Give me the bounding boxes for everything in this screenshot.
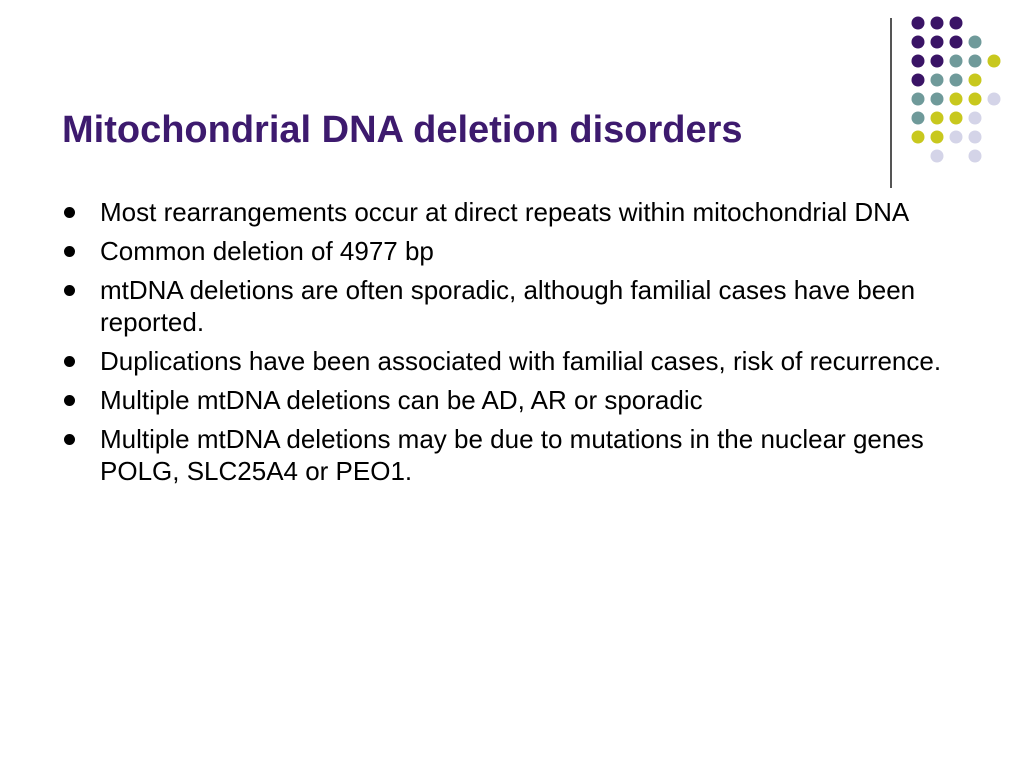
decorative-dot bbox=[912, 55, 925, 68]
decorative-dot bbox=[950, 112, 963, 125]
bullet-text: Duplications have been associated with familial cases, risk of recurrence. bbox=[100, 346, 942, 376]
decorative-dot bbox=[912, 131, 925, 144]
decorative-dot bbox=[912, 112, 925, 125]
bullet-item bbox=[64, 235, 984, 267]
bullet-item bbox=[64, 196, 984, 228]
decorative-dot bbox=[912, 17, 925, 30]
bullet-text: Most rearrangements occur at direct repeats within mitochondrial DNA bbox=[100, 197, 910, 227]
title-divider-line bbox=[890, 18, 892, 188]
decorative-dot bbox=[969, 36, 982, 49]
bullet-item bbox=[64, 274, 984, 338]
bullet-dot-icon bbox=[64, 356, 75, 367]
decorative-dot bbox=[912, 93, 925, 106]
bullet-text: Multiple mtDNA deletions can be AD, AR or sporadic bbox=[100, 385, 703, 415]
bullet-text: Common deletion of 4977 bp bbox=[100, 236, 434, 266]
bullet-dot-icon bbox=[64, 285, 75, 296]
decorative-dot bbox=[988, 93, 1001, 106]
decorative-dot bbox=[950, 17, 963, 30]
decorative-dot bbox=[969, 93, 982, 106]
decorative-dot bbox=[969, 74, 982, 87]
decorative-dot bbox=[931, 55, 944, 68]
bullet-text: mtDNA deletions are often sporadic, although familial cases have been reported. bbox=[100, 275, 916, 337]
decorative-dot bbox=[950, 36, 963, 49]
bullet-item bbox=[64, 345, 984, 377]
decorative-dot bbox=[969, 131, 982, 144]
decorative-dot bbox=[931, 17, 944, 30]
decorative-dot bbox=[931, 112, 944, 125]
decorative-dot-grid bbox=[0, 0, 1024, 200]
decorative-dot bbox=[969, 112, 982, 125]
bullet-dot-icon bbox=[64, 246, 75, 257]
bullet-item bbox=[64, 423, 984, 487]
bullet-dot-icon bbox=[64, 434, 75, 445]
decorative-dot bbox=[912, 36, 925, 49]
decorative-dot bbox=[931, 131, 944, 144]
bullet-dot-icon bbox=[64, 207, 75, 218]
bullet-item bbox=[64, 384, 984, 416]
decorative-dot bbox=[950, 131, 963, 144]
bullet-text: Multiple mtDNA deletions may be due to mutations in the nuclear genes POLG, SLC25A4 or PEO1. bbox=[100, 424, 924, 486]
decorative-dot bbox=[931, 36, 944, 49]
decorative-dot bbox=[969, 150, 982, 163]
slide-title: Mitochondrial DNA deletion disorders bbox=[62, 109, 743, 151]
decorative-dot bbox=[912, 74, 925, 87]
decorative-dot bbox=[931, 74, 944, 87]
decorative-dot bbox=[950, 74, 963, 87]
decorative-dot bbox=[988, 55, 1001, 68]
bullet-list bbox=[64, 196, 984, 494]
decorative-dot bbox=[950, 93, 963, 106]
bullet-dot-icon bbox=[64, 395, 75, 406]
decorative-dot bbox=[931, 93, 944, 106]
decorative-dot bbox=[931, 150, 944, 163]
decorative-dot bbox=[950, 55, 963, 68]
decorative-dot bbox=[969, 55, 982, 68]
